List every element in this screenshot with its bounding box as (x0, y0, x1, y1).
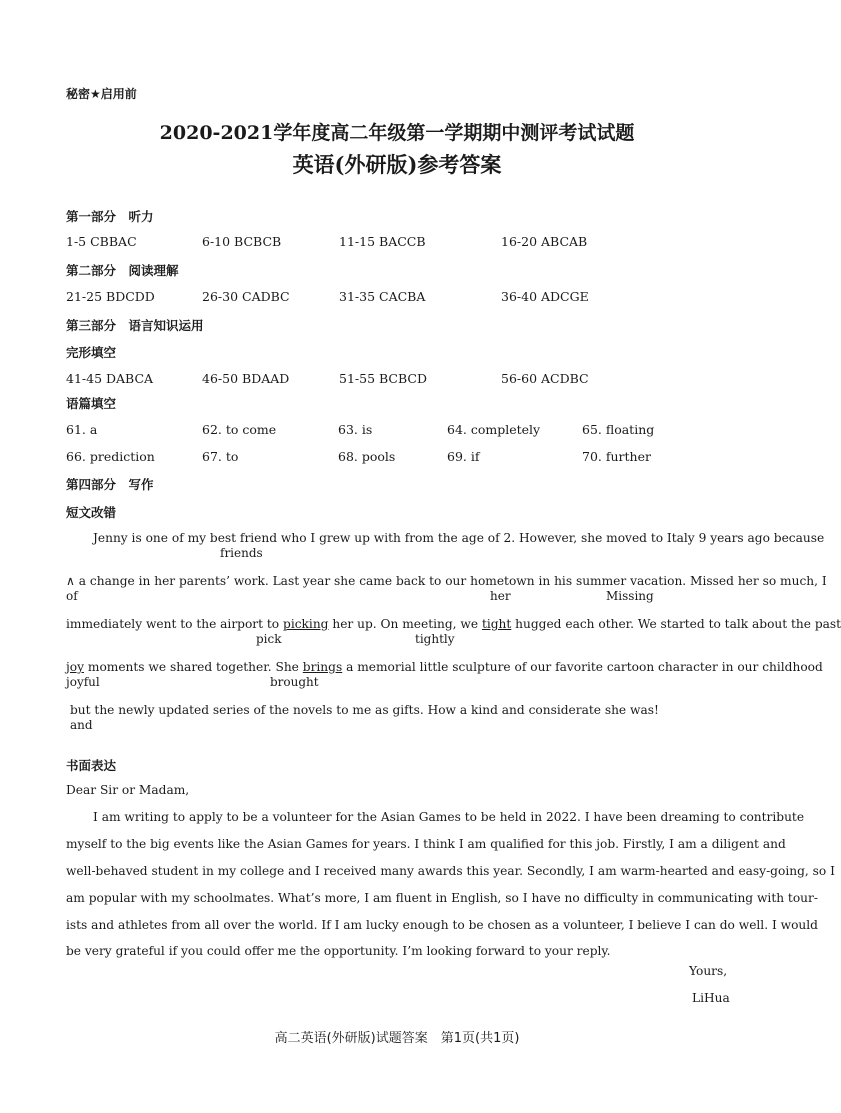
error-correction-heading: 短文改错 (66, 505, 117, 520)
answer-item: 69. if (447, 449, 480, 464)
correction-fix: of (66, 589, 78, 603)
letter-line: myself to the big events like the Asian Games for years. I think I am qualified for this job. Firstly, I am a diligent and (66, 837, 786, 851)
grammar-fill-heading: 语篇填空 (66, 396, 117, 411)
letter-greeting: Dear Sir or Madam, (66, 783, 190, 797)
letter-closing: Yours, (689, 964, 728, 978)
text-segment: her up. On meeting, we (328, 617, 482, 631)
error-word: joy (66, 660, 85, 674)
part3-heading: 第三部分 语言知识运用 (66, 318, 204, 333)
cloze-heading: 完形填空 (66, 345, 117, 360)
answer-key-title: 英语(外研版)参考答案 (292, 152, 502, 177)
correction-fix: brought (270, 675, 319, 689)
answer-group: 36-40 ADCGE (501, 289, 589, 304)
answer-group: 46-50 BDAAD (202, 371, 290, 386)
answer-item: 67. to (202, 449, 239, 464)
grammar-row-2 (66, 449, 766, 465)
answer-item: 66. prediction (66, 449, 155, 464)
correction-fix: joyful (66, 675, 100, 689)
correction-fix: Missing (606, 589, 654, 603)
text-segment: hugged each other. We started to talk about the past (511, 617, 841, 631)
answer-group: 56-60 ACDBC (501, 371, 589, 386)
answer-group: 1-5 CBBAC (66, 234, 137, 249)
part1-answers (66, 234, 766, 250)
answer-item: 61. a (66, 422, 98, 437)
correction-line-2: ∧ a change in her parents’ work. Last year she came back to our hometown in his summer vacation. Missed her so much, I (66, 574, 827, 588)
correction-line-5: but the newly updated series of the novels to me as gifts. How a kind and considerate she was! (70, 703, 659, 717)
cloze-answers (66, 371, 766, 387)
correction-line-4 (66, 660, 823, 674)
answer-group: 6-10 BCBCB (202, 234, 282, 249)
part1-heading: 第一部分 听力 (66, 209, 154, 224)
text-segment: immediately went to the airport to (66, 617, 284, 631)
part2-heading: 第二部分 阅读理解 (66, 263, 179, 278)
error-word: tight (481, 617, 512, 631)
answer-item: 70. further (582, 449, 651, 464)
answer-group: 21-25 BDCDD (66, 289, 155, 304)
correction-fix: and (70, 718, 93, 732)
correction-fix: friends (220, 546, 263, 560)
answer-item: 68. pools (338, 449, 396, 464)
answer-item: 63. is (338, 422, 373, 437)
answer-item: 64. completely (447, 422, 541, 437)
exam-title: 2020-2021学年度高二年级第一学期期中测评考试试题 (159, 122, 635, 144)
answer-group: 31-35 CACBA (339, 289, 426, 304)
answer-group: 51-55 BCBCD (339, 371, 427, 386)
answer-group: 26-30 CADBC (202, 289, 290, 304)
correction-line-1: Jenny is one of my best friend who I grew up with from the age of 2. However, she moved to Italy 9 years ago because (93, 531, 825, 545)
part4-heading: 第四部分 写作 (66, 477, 154, 492)
answer-item: 62. to come (202, 422, 277, 437)
page-footer: 高二英语(外研版)试题答案 第1页(共1页) (274, 1031, 520, 1046)
correction-line-3 (66, 617, 841, 631)
correction-fix: tightly (415, 632, 455, 646)
letter-line: well-behaved student in my college and I received many awards this year. Secondly, I am warm-hearted and easy-going, so I (66, 864, 835, 878)
writing-heading: 书面表达 (66, 758, 117, 773)
answer-group: 11-15 BACCB (339, 234, 426, 249)
text-segment: a memorial little sculpture of our favorite cartoon character in our childhood (342, 660, 823, 674)
letter-line: I am writing to apply to be a volunteer for the Asian Games to be held in 2022. I have been dreaming to contribute (93, 810, 805, 824)
part2-answers (66, 289, 766, 305)
error-word: picking (283, 617, 329, 631)
correction-fix: pick (256, 632, 282, 646)
text-segment: moments we shared together. She (84, 660, 303, 674)
letter-line: am popular with my schoolmates. What’s more, I am fluent in English, so I have no difficulty in communicating with tour- (66, 891, 818, 905)
letter-line: ists and athletes from all over the world. If I am lucky enough to be chosen as a volunteer, I believe I can do well. I would (66, 918, 818, 932)
confidential-label: 秘密★启用前 (66, 87, 137, 101)
correction-fix: her (490, 589, 511, 603)
error-word: brings (302, 660, 343, 674)
letter-line: be very grateful if you could offer me the opportunity. I’m looking forward to your reply. (66, 944, 611, 958)
answer-item: 65. floating (582, 422, 655, 437)
grammar-row-1 (66, 422, 766, 438)
answer-group: 16-20 ABCAB (501, 234, 588, 249)
answer-group: 41-45 DABCA (66, 371, 154, 386)
letter-signature: LiHua (692, 991, 730, 1005)
